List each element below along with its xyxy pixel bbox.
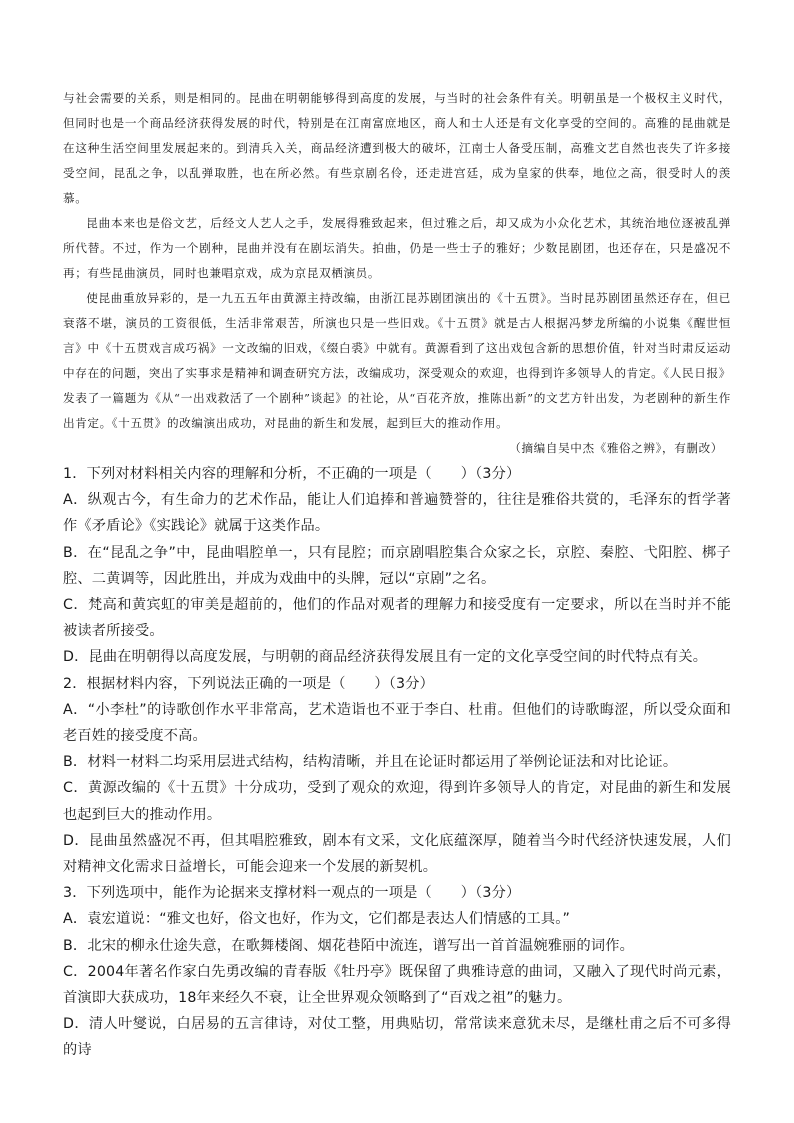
passage-paragraph-1: 与社会需要的关系，则是相同的。昆曲在明朝能够得到高度的发展，与当时的社会条件有关。明朝虽是一个极权主义时代，但同时也是一个商品经济获得发展的时代，特别是在江南富庶地区，商人和士人还是有文化享受的空间的。高雅的昆曲就是在这种生活空间里发展起来的。到清兵入关，商品经济遭到极大的破坏，江南士人备受压制，高雅文艺自然也丧失了许多接受空间，昆乱之争，以乱弹取胜，也在所必然。有些京剧名伶，还走进宫廷，成为皇家的供奉，地位之高，很受时人的羡慕。 [63, 91, 731, 205]
question-3-option-b: B．北宋的柳永仕途失意，在歌舞楼阁、烟花巷陌中流连，谱写出一首首温婉雅丽的词作。 [63, 937, 635, 954]
reading-passage [63, 86, 731, 461]
question-1-option-a: A．纵观古今，有生命力的艺术作品，能让人们追捧和普遍赞誉的，往往是雅俗共赏的，毛泽东的哲学著作《矛盾论》《实践论》就属于这类作品。 [63, 492, 731, 535]
document-page [63, 86, 731, 1064]
question-3-option-a: A．袁宏道说：“雅文也好，俗文也好，作为文，它们都是表达人们情感的工具。” [63, 911, 571, 928]
question-1-option-c: C．梵高和黄宾虹的审美是超前的，他们的作品对观者的理解力和接受度有一定要求，所以在当时并不能被读者所接受。 [63, 597, 731, 640]
question-3-stem: 3．下列选项中，能作为论据来支撑材料一观点的一项是（ ）（3分） [63, 885, 521, 902]
question-2-option-b: B．材料一材料二均采用层进式结构，结构清晰，并且在论证时都运用了举例论证法和对比论证。 [63, 754, 678, 771]
question-1-option-d: D．昆曲在明朝得以高度发展，与明朝的商品经济获得发展且有一定的文化享受空间的时代特点有关。 [63, 649, 708, 666]
question-2-option-d: D．昆曲虽然盛况不再，但其唱腔雅致，剧本有文采，文化底蕴深厚，随着当今时代经济快速发展，人们对精神文化需求日益增长，可能会迎来一个发展的新契机。 [63, 832, 731, 876]
passage-paragraph-3: 使昆曲重放异彩的，是一九五五年由黄源主持改编，由浙江昆苏剧团演出的《十五贯》。当时昆苏剧团虽然还存在，但已衰落不堪，演员的工资很低，生活非常艰苦，所演也只是一些旧戏。《十五贯》就是古人根据冯梦龙所编的小说集《醒世恒言》中《十五贯戏言成巧祸》一文改编的旧戏，《缀白裘》中就有。黄源看到了这出戏包含新的思想价值，针对当时肃反运动中存在的问题，突出了实事求是精神和调查研究方法，改编成功，深受观众的欢迎，也得到许多领导人的肯定。《人民日报》发表了一篇题为《从“一出戏救活了一个剧种”谈起》的社论，从“百花齐放，推陈出新”的文艺方针出发，为老剧种的新生作出肯定。《十五贯》的改编演出成功，对昆曲的新生和发展，起到巨大的推动作用。 [63, 291, 731, 430]
question-2-stem: 2．根据材料内容，下列说法正确的一项是（ ）（3分） [63, 675, 435, 692]
question-2-option-c: C．黄源改编的《十五贯》十分成功，受到了观众的欢迎，得到许多领导人的肯定，对昆曲的新生和发展也起到巨大的推动作用。 [63, 780, 731, 823]
question-section [63, 461, 731, 1064]
question-1-stem: 1．下列对材料相关内容的理解和分析，不正确的一项是（ ）（3分） [63, 466, 521, 482]
passage-paragraph-2: 昆曲本来也是俗文艺，后经文人艺人之手，发展得雅致起来，但过雅之后，却又成为小众化艺术，其统治地位逐被乱弹所代替。不过，作为一个剧种，昆曲并没有在剧坛消失。拍曲，仍是一些士子的雅好；少数昆剧团，也还存在，只是盛况不再；有些昆曲演员，同时也兼唱京戏，成为京昆双栖演员。 [63, 216, 731, 280]
question-3-option-c: C．2004年著名作家白先勇改编的青春版《牡丹亭》既保留了典雅诗意的曲词，又融入了现代时尚元素，首演即大获成功，18年来经久不衰，让全世界观众领略到了“百戏之祖”的魅力。 [63, 963, 731, 1007]
question-3-option-d: D．清人叶燮说，白居易的五言律诗，对仗工整，用典贴切，常常读来意犹未尽，是继杜甫之后不可多得的诗 [63, 1016, 731, 1059]
passage-source: （摘编自吴中杰《雅俗之辨》，有删改） [509, 441, 723, 455]
question-2-option-a: A．“小李杜”的诗歌创作水平非常高，艺术造诣也不亚于李白、杜甫。但他们的诗歌晦涩，所以受众面和老百姓的接受度不高。 [63, 701, 731, 745]
question-1-option-b: B．在“昆乱之争”中，昆曲唱腔单一，只有昆腔；而京剧唱腔集合众家之长，京腔、秦腔、弋阳腔、梆子腔、二黄调等，因此胜出，并成为戏曲中的头牌，冠以“京剧”之名。 [63, 544, 731, 587]
